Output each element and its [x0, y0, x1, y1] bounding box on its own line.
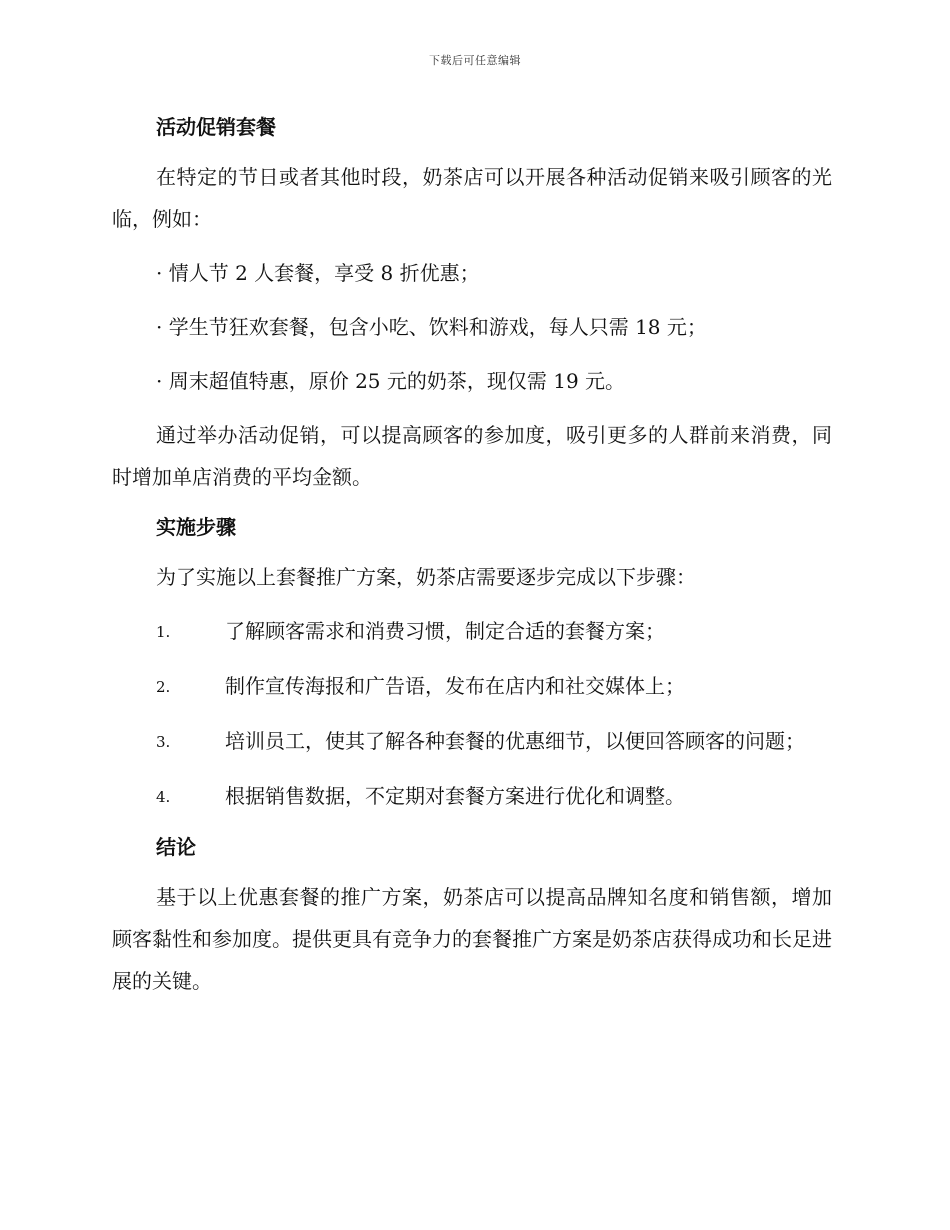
conclusion-paragraph: 基于以上优惠套餐的推广方案，奶茶店可以提高品牌知名度和销售额，增加顾客黏性和参加度。提供更具有竞争力的套餐推广方案是奶茶店获得成功和长足进展的关键。	[112, 885, 832, 993]
numbered-list-item	[112, 775, 832, 818]
list-item-text: 了解顾客需求和消费习惯，制定合适的套餐方案；	[225, 619, 665, 643]
numbered-list-item	[112, 665, 832, 708]
promo-intro-paragraph: 在特定的节日或者其他时段，奶茶店可以开展各种活动促销来吸引顾客的光临，例如：	[112, 165, 832, 231]
list-item-number: 3.	[156, 733, 171, 751]
list-item-text: 根据销售数据，不定期对套餐方案进行优化和调整。	[225, 784, 685, 808]
steps-intro-paragraph: 为了实施以上套餐推广方案，奶茶店需要逐步完成以下步骤：	[156, 565, 696, 589]
section-heading-conclusion: 结论	[156, 835, 196, 859]
section-heading-steps: 实施步骤	[156, 515, 236, 539]
promo-bullet-item: · 学生节狂欢套餐，包含小吃、饮料和游戏，每人只需 18 元；	[156, 315, 707, 339]
list-item-number: 4.	[156, 788, 171, 806]
numbered-list-item	[112, 720, 832, 763]
promo-bullet-item: · 周末超值特惠，原价 25 元的奶茶，现仅需 19 元。	[156, 369, 626, 393]
promo-summary-paragraph: 通过举办活动促销，可以提高顾客的参加度，吸引更多的人群前来消费，同时增加单店消费的平均金额。	[112, 423, 832, 489]
document-body	[112, 110, 832, 1002]
list-item-number: 1.	[156, 623, 171, 641]
section-heading-promo: 活动促销套餐	[156, 115, 276, 139]
list-item-text: 培训员工，使其了解各种套餐的优惠细节，以便回答顾客的问题；	[225, 729, 805, 753]
numbered-list-item	[112, 610, 832, 653]
list-item-number: 2.	[156, 678, 171, 696]
page-header: 下载后可任意编辑	[429, 54, 521, 67]
promo-bullet-item: · 情人节 2 人套餐，享受 8 折优惠；	[156, 261, 480, 285]
list-item-text: 制作宣传海报和广告语，发布在店内和社交媒体上；	[225, 674, 685, 698]
